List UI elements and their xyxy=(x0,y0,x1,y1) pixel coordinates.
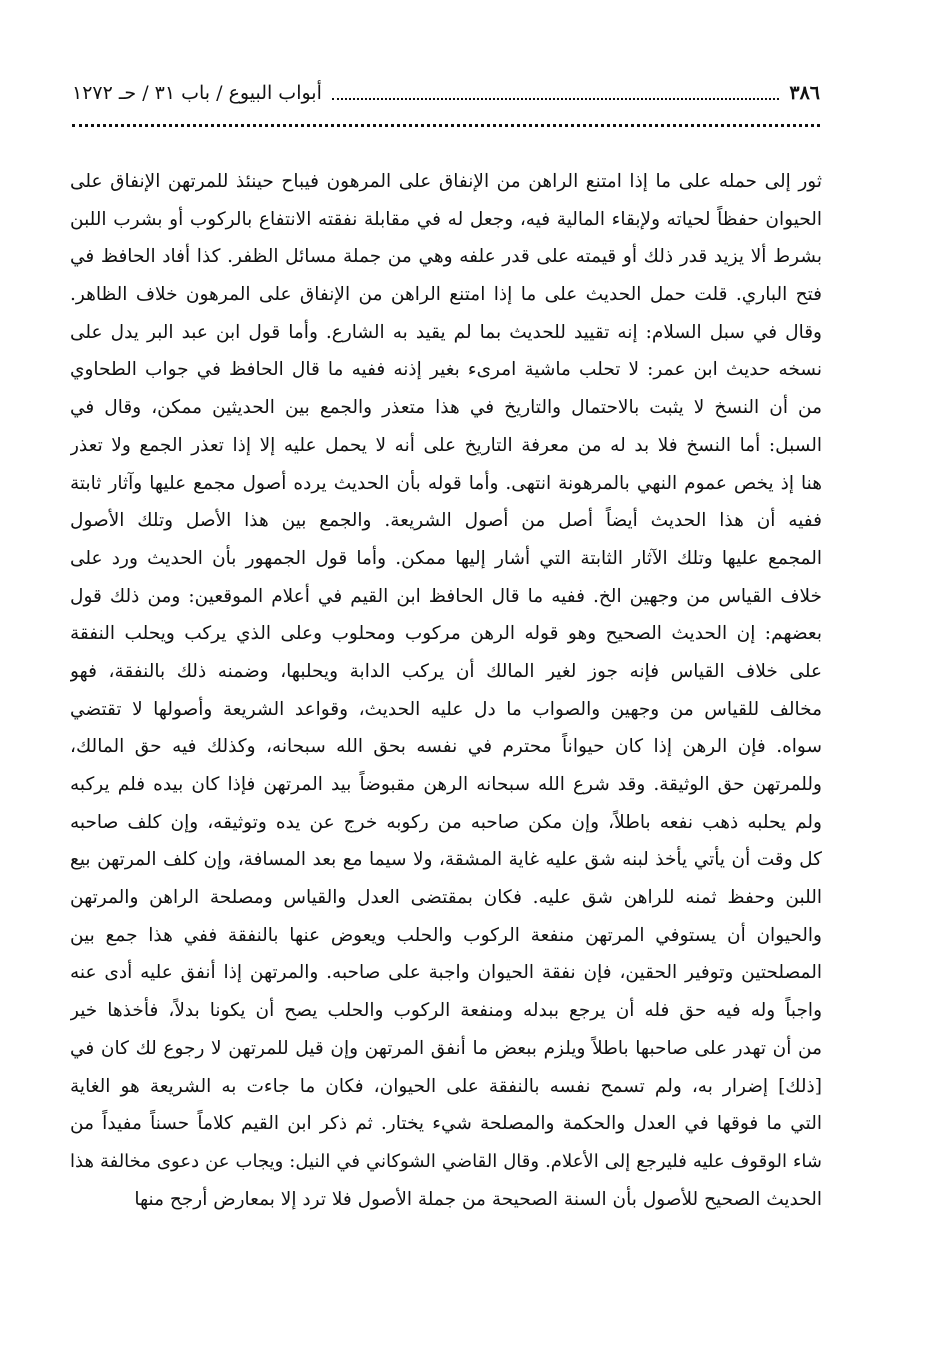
text-line: ولم يحلبه ذهب نفعه باطلاً، وإن مكن صاحبه من ركوبه خرج عن يده وتوثيقه، وإن كلف صاحبه xyxy=(70,811,822,833)
page-header xyxy=(72,76,820,110)
text-line: شاء الوقوف عليه فليرجع إلى الأعلام. وقال القاضي الشوكاني في النيل: ويجاب عن دعوى مخالفة هذا xyxy=(70,1150,822,1172)
text-line: واجباً وله فيه حق فله أن يرجع ببدله ومنفعة الركوب والحلب يصح أن يكونا بدلاً، فأخذها خير xyxy=(70,1000,822,1022)
page-number: ٣٨٦ xyxy=(789,82,820,104)
running-head: أبواب البيوع / باب ٣١ / حـ ١٢٧٢ xyxy=(72,82,322,104)
text-line: التي ما فوقها في العدل والحكمة والمصلحة شيء يختار. ثم ذكر ابن القيم كلاماً حسناً مفيداً من xyxy=(70,1113,822,1135)
header-dot-leader xyxy=(332,86,780,100)
text-line: المجمع عليها وتلك الآثار الثابتة التي أشار إليها ممكن. وأما قول الجمهور بأن الحديث ورد على xyxy=(70,547,822,569)
text-line: اللبن وحفظ ثمنه للراهن شق عليه. فكان بمقتضى العدل والقياس ومصلحة الراهن والمرتهن xyxy=(70,887,822,909)
text-line: من أن تهدر على صاحبها باطلاً ويلزم ببعض ما أنفق المرتهن وإن قيل للمرتهن لا رجوع لك كان في xyxy=(70,1037,822,1059)
text-line: الحيوان حفظاً لحياته ولإبقاء المالية فيه، وجعل له في مقابلة نفقته الانتفاع بالركوب أو بشرب اللبن xyxy=(70,208,822,230)
text-line: وقال في سبل السلام: إنه تقييد للحديث بما لم يقيد به الشارع. وأما قول ابن عبد البر يدل على xyxy=(70,321,822,343)
text-line: الحديث الصحيح للأصول بأن السنة الصحيحة من جملة الأصول فلا ترد إلا بمعارض أرجح منها xyxy=(134,1188,822,1210)
text-line: فتح الباري. قلت حمل الحديث على ما إذا امتنع الراهن من الإنفاق على المرهون خلاف الظاهر. xyxy=(70,284,822,306)
text-line: والحيوان أن يستوفي المرتهن منفعة الركوب والحلب ويعوض عنها بالنفقة ففي هذا جمع بين xyxy=(70,924,822,946)
text-line: السبل: أما النسخ فلا بد له من معرفة التاريخ على أنه لا يحمل عليه إلا إذا تعذر الجمع ولا تعذر xyxy=(70,434,822,456)
body-text xyxy=(70,163,822,1293)
text-line: من أن النسخ لا يثبت بالاحتمال والتاريخ في هذا متعذر والجمع بين الحديثين ممكن، وقال في xyxy=(70,397,822,419)
text-line: على خلاف القياس فإنه جوز لغير المالك أن يركب الدابة ويحلبها، وضمنه ذلك بالنفقة، فهو xyxy=(70,660,822,682)
text-line: [ذلك] إضرار به، ولم تسمح نفسه بالنفقة على الحيوان، فكان ما جاءت به الشريعة هو الغاية xyxy=(70,1075,822,1097)
text-line: كل وقت أن يأتي يأخذ لبنه شق عليه غاية المشقة، ولا سيما مع بعد المسافة، وإن كلف المرتهن بيع xyxy=(70,849,822,871)
text-line: المصلحتين وتوفير الحقين، فإن نفقة الحيوان واجبة على صاحبه. والمرتهن إذا أنفق عليه أدى عنه xyxy=(70,962,822,984)
text-line: مخالف للقياس من وجهين والصواب ما دل عليه الحديث، وقواعد الشريعة وأصولها لا تقتضي xyxy=(70,698,822,720)
text-line: نسخه حديث ابن عمر: لا تحلب ماشية امرىء بغير إذنه ففيه ما قال الحافظ في جواب الطحاوي xyxy=(70,359,822,381)
text-line: هنا إذ يخص عموم النهي بالمرهونة انتهى. وأما قوله بأن الحديث يرده أصول مجمع عليها وآثار ثابتة xyxy=(70,472,822,494)
text-line: بعضهم: إن الحديث الصحيح وهو قوله الرهن مركوب ومحلوب وعلى الذي يركب ويحلب النفقة xyxy=(70,623,822,645)
text-line: بشرط ألا يزيد قدر ذلك أو قيمته على قدر علفه وهي من جملة مسائل الظفر. كذا أفاد الحافظ في xyxy=(70,246,822,268)
header-dotted-rule xyxy=(72,124,820,127)
text-line: سواه. فإن الرهن إذا كان حيواناً محترم في نفسه بحق الله سبحانه، وكذلك فيه حق المالك، xyxy=(70,736,822,758)
text-line: وللمرتهن حق الوثيقة. وقد شرع الله سبحانه الرهن مقبوضاً بيد المرتهن فإذا كان بيده فلم يركبه xyxy=(70,774,822,795)
text-line: خلاف القياس من وجهين الخ. ففيه ما قال الحافظ ابن القيم في أعلام الموقعين: ومن ذلك قول xyxy=(70,585,822,607)
text-line: ففيه أن هذا الحديث أيضاً أصل من أصول الشريعة. والجمع بين هذا الأصل وتلك الأصول xyxy=(70,510,822,532)
text-line: ثور إلى حمله على ما إذا امتنع الراهن من الإنفاق على المرهون فيباح حينئذ للمرتهن الإنفاق على xyxy=(70,171,822,192)
